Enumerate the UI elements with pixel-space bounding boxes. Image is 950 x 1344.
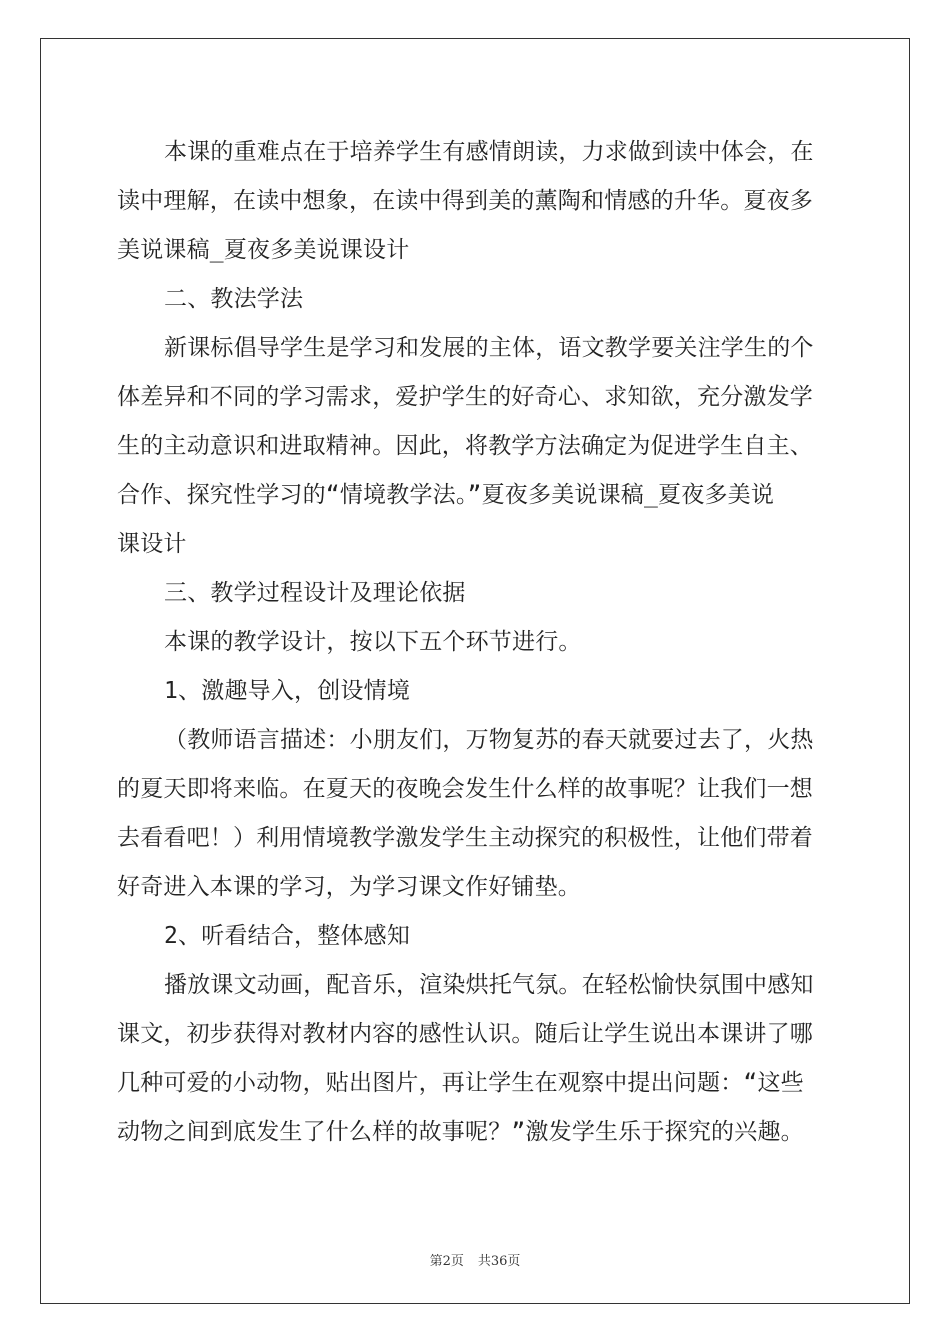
text-line: 读中理解，在读中想象，在读中得到美的薰陶和情感的升华。夏夜多 — [117, 188, 813, 214]
section-heading: 三、教学过程设计及理论依据 — [164, 580, 466, 606]
page-number: 第2页 — [429, 1254, 464, 1269]
text-line: 美说课稿_夏夜多美说课设计 — [117, 237, 410, 263]
text-line: 去看看吧！）利用情境教学激发学生主动探究的积极性，让他们带着 — [117, 825, 813, 851]
page-footer — [0, 1250, 950, 1269]
subsection-heading: 1、激趣导入，创设情境 — [164, 678, 411, 704]
text-line: 新课标倡导学生是学习和发展的主体，语文教学要关注学生的个 — [164, 335, 814, 361]
text-line: 动物之间到底发生了什么样的故事呢？”激发学生乐于探究的兴趣。 — [117, 1119, 804, 1145]
text-line: 几种可爱的小动物，贴出图片，再让学生在观察中提出问题：“这些 — [117, 1070, 804, 1096]
text-line: （教师语言描述：小朋友们，万物复苏的春天就要过去了，火热 — [164, 727, 814, 753]
text-line: 本课的重难点在于培养学生有感情朗读，力求做到读中体会，在 — [164, 139, 814, 165]
text-line: 生的主动意识和进取精神。因此，将教学方法确定为促进学生自主、 — [117, 433, 813, 459]
text-line: 播放课文动画，配音乐，渲染烘托气氛。在轻松愉快氛围中感知 — [164, 972, 814, 998]
text-line: 好奇进入本课的学习，为学习课文作好铺垫。 — [117, 874, 581, 900]
text-line: 合作、探究性学习的“情境教学法。”夏夜多美说课稿_夏夜多美说 — [117, 482, 775, 508]
page-total: 共36页 — [477, 1254, 521, 1269]
text-line: 的夏天即将来临。在夏天的夜晚会发生什么样的故事呢？让我们一想 — [117, 776, 813, 802]
text-line: 体差异和不同的学习需求，爱护学生的好奇心、求知欲，充分激发学 — [117, 384, 813, 410]
text-line: 课设计 — [117, 531, 187, 557]
text-line: 本课的教学设计，按以下五个环节进行。 — [164, 629, 582, 655]
document-body — [117, 128, 842, 1157]
subsection-heading: 2、听看结合，整体感知 — [164, 923, 411, 949]
section-heading: 二、教法学法 — [164, 286, 304, 312]
text-line: 课文，初步获得对教材内容的感性认识。随后让学生说出本课讲了哪 — [117, 1021, 813, 1047]
